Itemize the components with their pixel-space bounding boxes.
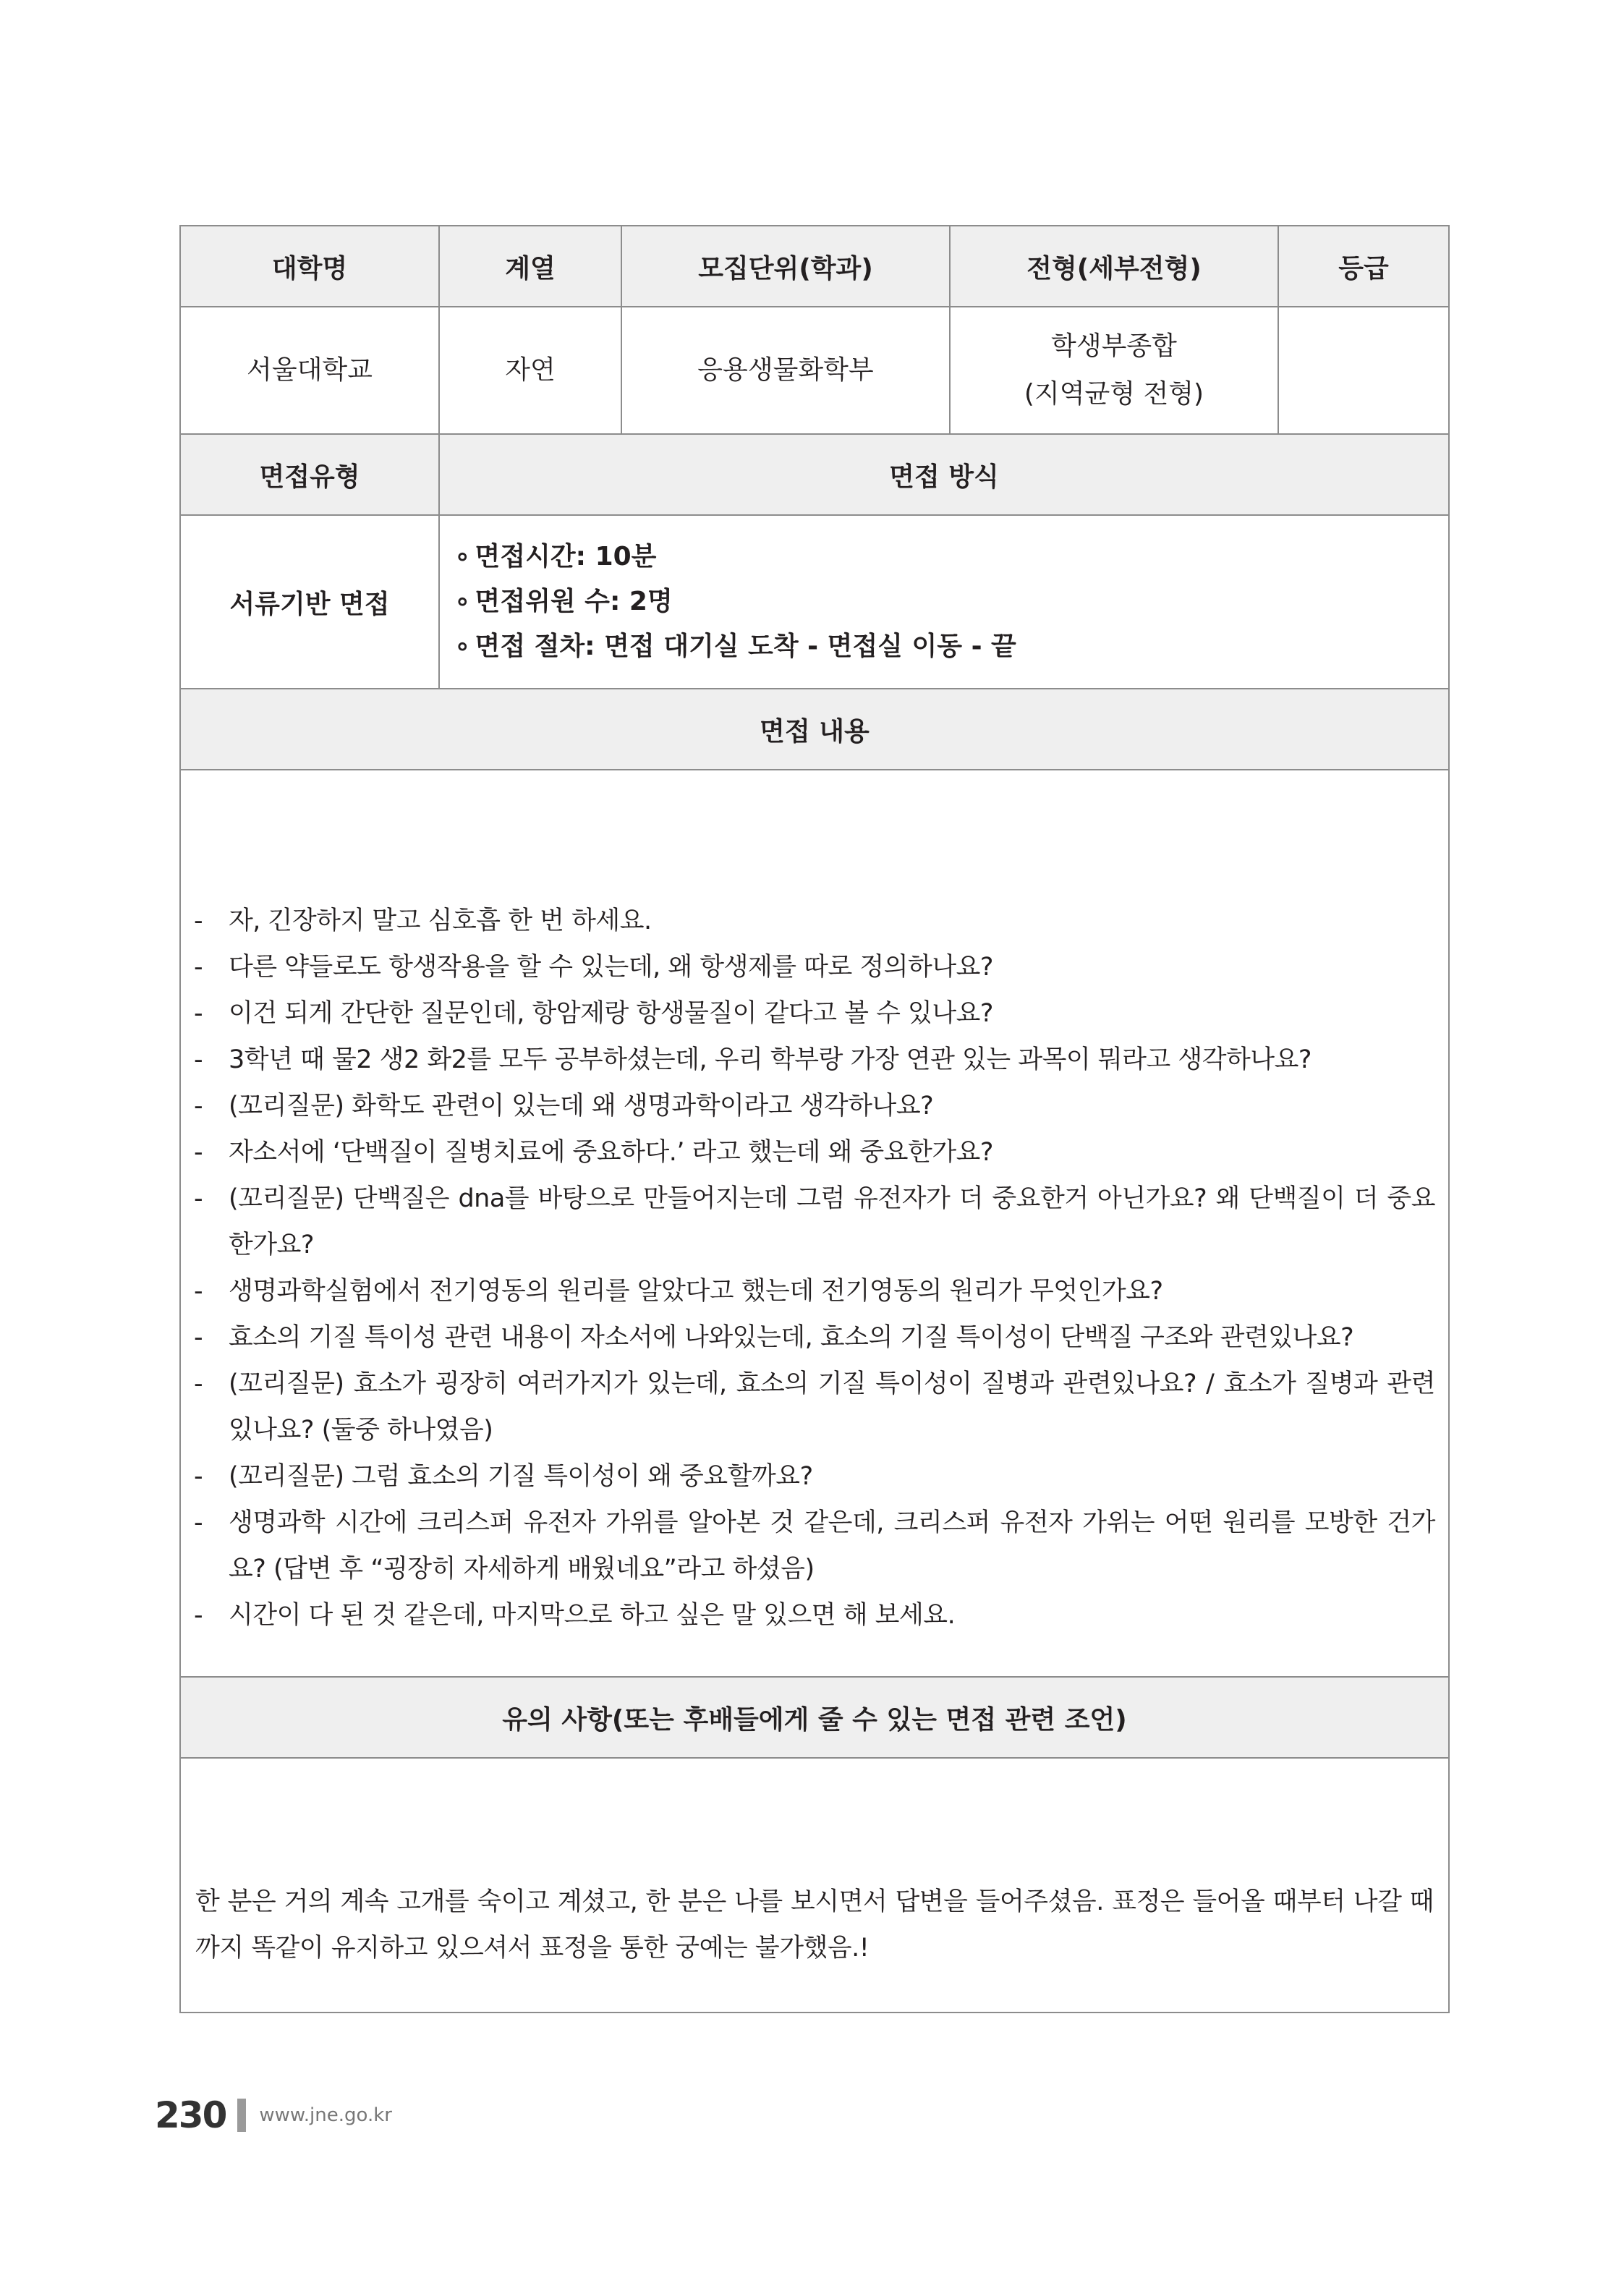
grade-cell	[1278, 307, 1449, 434]
field-cell: 자연	[439, 307, 621, 434]
header-field: 계열	[439, 226, 621, 307]
question-item: - 이건 되게 간단한 질문인데, 항암제랑 항생물질이 같다고 볼 수 있나요?	[194, 990, 1435, 1037]
method-bullet: ∘ 면접 절차: 면접 대기실 도착 - 면접실 이동 - 끝	[454, 624, 1448, 669]
question-item: - 효소의 기질 특이성 관련 내용이 자소서에 나와있는데, 효소의 기질 특이성이 단백질 구조와 관련있나요?	[194, 1314, 1435, 1361]
advice-row	[180, 1758, 1449, 2013]
interview-type-cell: 서류기반 면접	[180, 515, 439, 689]
question-item: - 생명과학실험에서 전기영동의 원리를 알았다고 했는데 전기영동의 원리가 무엇인가요?	[194, 1268, 1435, 1314]
interview-content-cell	[180, 770, 1449, 1677]
question-item: - 자소서에 ‘단백질이 질병치료에 중요하다.’ 라고 했는데 왜 중요한가요?	[194, 1129, 1435, 1176]
method-bullet: ∘ 면접시간: 10분	[454, 535, 1448, 579]
advice-header-row	[180, 1677, 1449, 1758]
advice-cell	[180, 1758, 1449, 2013]
website-link[interactable]: www.jne.go.kr	[259, 2104, 392, 2126]
question-item: - 시간이 다 된 것 같은데, 마지막으로 하고 싶은 말 있으면 해 보세요.	[194, 1592, 1435, 1639]
header-grade: 등급	[1278, 226, 1449, 307]
header-admission: 전형(세부전형)	[950, 226, 1278, 307]
table-header-row	[180, 226, 1449, 307]
interview-method-cell	[439, 515, 1449, 689]
interview-type-header: 면접유형	[180, 434, 439, 515]
footer-divider	[237, 2099, 246, 2132]
method-bullet-list	[440, 535, 1448, 669]
question-item: - (꼬리질문) 그럼 효소의 기질 특이성이 왜 중요할까요?	[194, 1453, 1435, 1500]
question-item: - (꼬리질문) 화학도 관련이 있는데 왜 생명과학이라고 생각하나요?	[194, 1083, 1435, 1129]
header-university: 대학명	[180, 226, 439, 307]
university-cell: 서울대학교	[180, 307, 439, 434]
admission-cell	[950, 307, 1278, 434]
content-header: 면접 내용	[180, 689, 1449, 770]
interview-method-row	[180, 515, 1449, 689]
question-item: - 생명과학 시간에 크리스퍼 유전자 가위를 알아본 것 같은데, 크리스퍼 유전자 가위는 어떤 원리를 모방한 건가요? (답변 후 “굉장히 자세하게 배웠네요”라고 하셨음)	[194, 1500, 1435, 1592]
interview-header-row	[180, 434, 1449, 515]
question-item: - (꼬리질문) 단백질은 dna를 바탕으로 만들어지는데 그럼 유전자가 더 중요한거 아닌가요? 왜 단백질이 더 중요한가요?	[194, 1176, 1435, 1268]
interview-method-header: 면접 방식	[439, 434, 1449, 515]
table-row	[180, 307, 1449, 434]
admission-line-1: 학생부종합	[1051, 331, 1177, 361]
question-item: - 자, 긴장하지 말고 심호흡 한 번 하세요.	[194, 898, 1435, 944]
question-item: - 3학년 때 물2 생2 화2를 모두 공부하셨는데, 우리 학부랑 가장 연관 있는 과목이 뭐라고 생각하나요?	[194, 1037, 1435, 1083]
advice-text: 한 분은 거의 계속 고개를 숙이고 계셨고, 한 분은 나를 보시면서 답변을 들어주셨음. 표정은 들어올 때부터 나갈 때까지 똑같이 유지하고 있으셔서 표정을 통한 궁예는 불가했음.!	[195, 1887, 1434, 1963]
advice-header: 유의 사항(또는 후배들에게 줄 수 있는 면접 관련 조언)	[180, 1677, 1449, 1758]
method-bullet: ∘ 면접위원 수: 2명	[454, 579, 1448, 624]
content-header-row	[180, 689, 1449, 770]
page-footer	[155, 2090, 392, 2141]
question-item: - 다른 약들로도 항생작용을 할 수 있는데, 왜 항생제를 따로 정의하나요?	[194, 944, 1435, 990]
content-row	[180, 770, 1449, 1677]
question-list	[181, 808, 1448, 1639]
question-item: - (꼬리질문) 효소가 굉장히 여러가지가 있는데, 효소의 기질 특이성이 질병과 관련있나요? / 효소가 질병과 관련있나요? (둘중 하나였음)	[194, 1361, 1435, 1453]
page-number: 230	[155, 2094, 226, 2136]
department-cell: 응용생물화학부	[621, 307, 950, 434]
admission-line-2: (지역균형 전형)	[1024, 379, 1204, 409]
header-department: 모집단위(학과)	[621, 226, 950, 307]
interview-record-table	[179, 225, 1450, 2013]
